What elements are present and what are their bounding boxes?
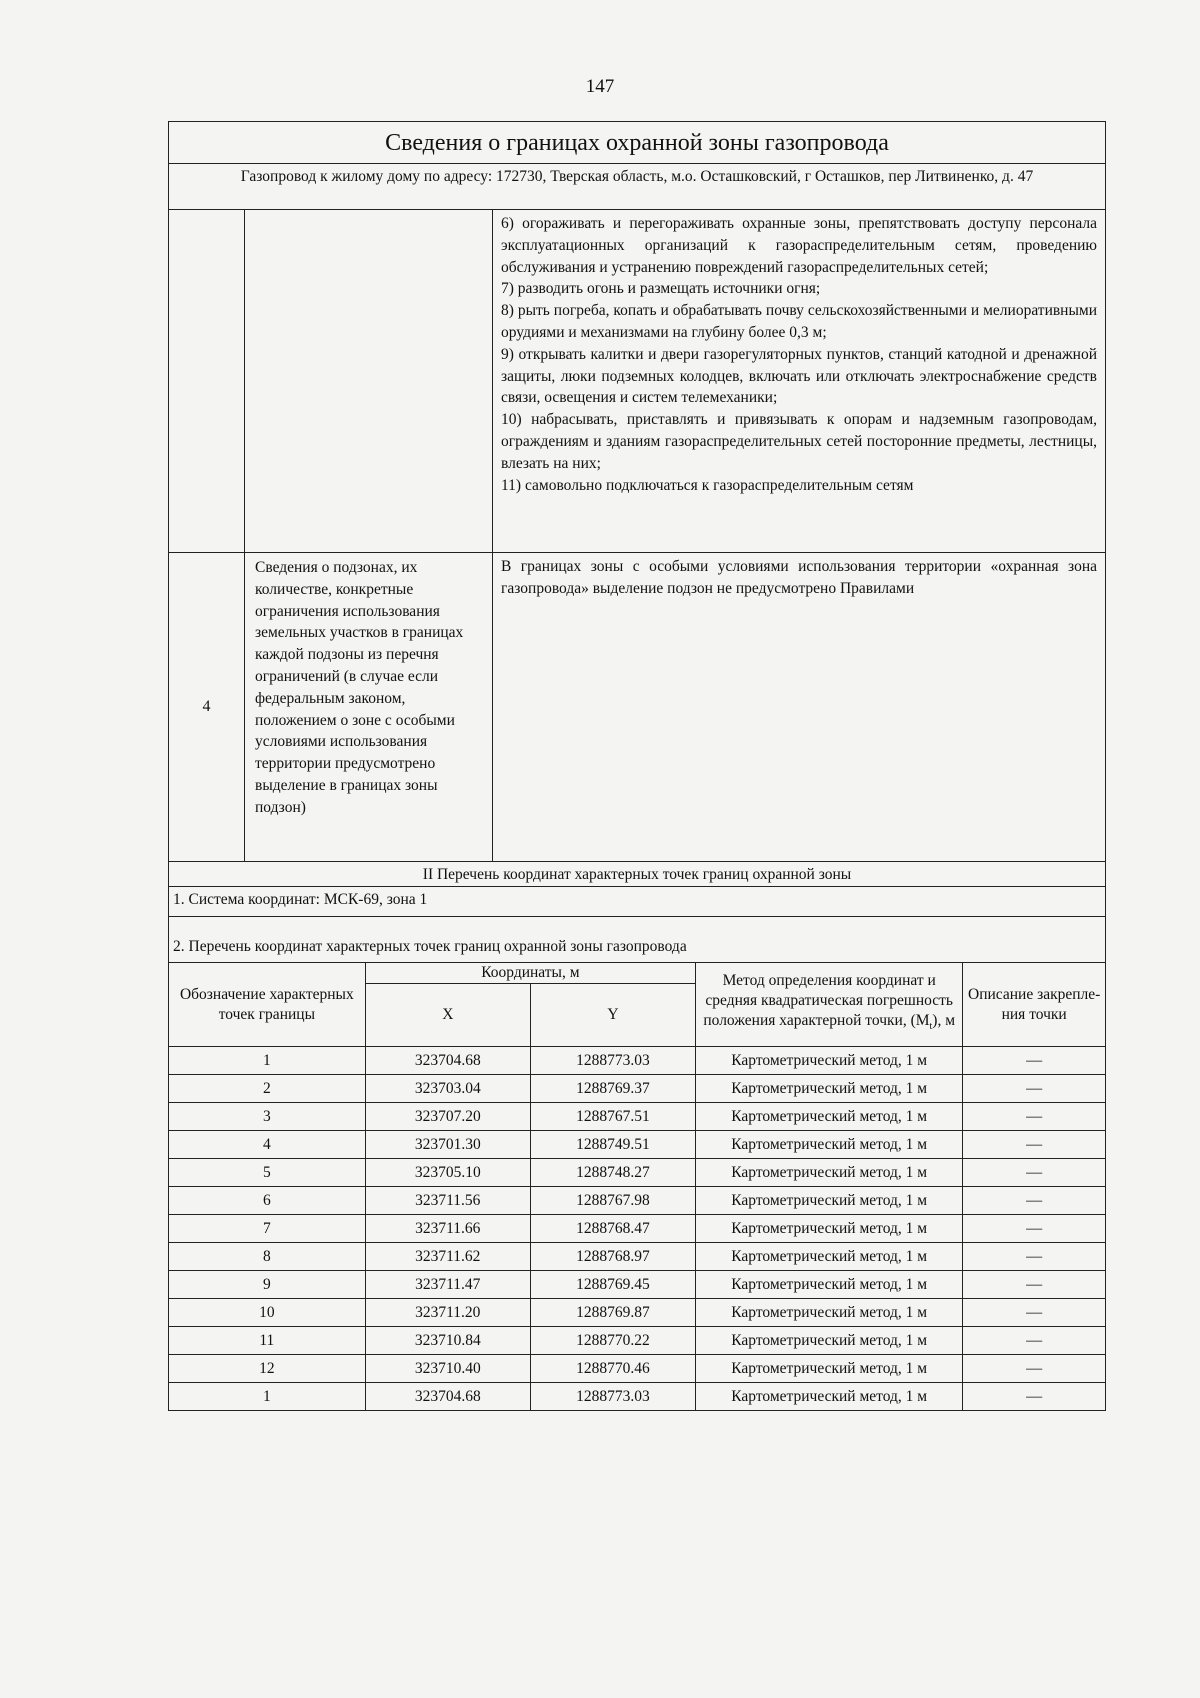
restriction-item: 7) разводить огонь и размещать источники огня; [501,280,821,298]
restriction-item: 6) огораживать и перегораживать охранные зоны, препятствовать доступу персонала эксплуатационных организаций к газораспределительным сетям, проведению обслуживания и устранению повреждений газораспределительных сетей; [501,215,1097,276]
cell-x: 323701.30 [365,1131,530,1159]
section-title: II Перечень координат характерных точек границ охранной зоны [169,862,1105,887]
cell-y: 1288767.98 [530,1187,695,1215]
restriction-item: 10) набрасывать, приставлять и привязывать к опорам и надземным газопроводам, ограждениям и зданиям газораспределительных сетей посторонние предметы, лестницы, влезать на них; [501,411,1097,472]
table-row [169,1215,1105,1243]
cell-x: 323707.20 [365,1103,530,1131]
cell-x: 323705.10 [365,1159,530,1187]
header-y: Y [530,984,695,1047]
document-title: Сведения о границах охранной зоны газопровода [169,122,1105,164]
table-row [169,1187,1105,1215]
table-row [169,1299,1105,1327]
table-row [169,1243,1105,1271]
cell-y: 1288770.46 [530,1355,695,1383]
cell-y: 1288769.37 [530,1075,695,1103]
cell-x: 323710.84 [365,1327,530,1355]
cell-method: Картометрический метод, 1 м [696,1159,963,1187]
cell-description: — [963,1075,1105,1103]
table-row [169,1271,1105,1299]
cell-method: Картометрический метод, 1 м [696,1271,963,1299]
header-x: X [365,984,530,1047]
restriction-item: 11) самовольно подключаться к газораспределительным сетям [501,476,914,494]
cell-y: 1288768.47 [530,1215,695,1243]
cell-point: 11 [169,1327,365,1355]
cell-method: Картометрический метод, 1 м [696,1215,963,1243]
table-row [169,1327,1105,1355]
table-row [169,1159,1105,1187]
cell-point: 1 [169,1047,365,1075]
document-table [168,121,1106,1411]
cell-x: 323703.04 [365,1075,530,1103]
cell-y: 1288769.45 [530,1271,695,1299]
cell-point: 5 [169,1159,365,1187]
header-description: Описание закрепле-ния точки [963,963,1105,1047]
cell-method: Картометрический метод, 1 м [696,1327,963,1355]
table-row [169,1355,1105,1383]
coordinates-table-wrap [169,963,1105,1410]
table-row [169,1103,1105,1131]
cell-y: 1288773.03 [530,1383,695,1411]
row-number [169,210,245,552]
cell-x: 323704.68 [365,1383,530,1411]
cell-description: — [963,1355,1105,1383]
cell-description: — [963,1243,1105,1271]
cell-point: 9 [169,1271,365,1299]
cell-point: 3 [169,1103,365,1131]
cell-point: 10 [169,1299,365,1327]
table-row [169,1383,1105,1411]
cell-point: 8 [169,1243,365,1271]
cell-x: 323711.62 [365,1243,530,1271]
cell-description: — [963,1215,1105,1243]
coordinates-table [169,963,1105,1410]
cell-point: 4 [169,1131,365,1159]
cell-description: — [963,1159,1105,1187]
cell-description: — [963,1299,1105,1327]
cell-method: Картометрический метод, 1 м [696,1075,963,1103]
header-point: Обозначение характерных точек границы [169,963,365,1047]
cell-y: 1288748.27 [530,1159,695,1187]
cell-point: 12 [169,1355,365,1383]
cell-x: 323711.66 [365,1215,530,1243]
cell-x: 323710.40 [365,1355,530,1383]
cell-method: Картометрический метод, 1 м [696,1299,963,1327]
row-name [245,210,493,552]
cell-method: Картометрический метод, 1 м [696,1383,963,1411]
cell-description: — [963,1103,1105,1131]
cell-method: Картометрический метод, 1 м [696,1243,963,1271]
cell-description: — [963,1383,1105,1411]
cell-y: 1288768.97 [530,1243,695,1271]
restrictions-text [493,210,1105,552]
document-subtitle: Газопровод к жилому дому по адресу: 172730, Тверская область, м.о. Осташковский, г Осташков, пер Литвиненко, д. 47 [169,164,1105,210]
cell-y: 1288770.22 [530,1327,695,1355]
cell-x: 323711.20 [365,1299,530,1327]
cell-description: — [963,1187,1105,1215]
table-row [169,1075,1105,1103]
header-coords: Координаты, м [365,963,695,984]
cell-method: Картометрический метод, 1 м [696,1103,963,1131]
restriction-item: 8) рыть погреба, копать и обрабатывать почву сельскохозяйственными и мелиоративными орудиями и механизмами на глубину более 0,3 м; [501,302,1097,341]
restriction-item: 9) открывать калитки и двери газорегуляторных пунктов, станций катодной и дренажной защиты, люки подземных колодцев, включать или отключать электроснабжение средств связи, освещения и систем телемеханики; [501,345,1097,407]
subzones-row [169,553,1105,862]
cell-y: 1288773.03 [530,1047,695,1075]
cell-method: Картометрический метод, 1 м [696,1187,963,1215]
cell-x: 323711.56 [365,1187,530,1215]
row-number: 4 [169,553,245,861]
cell-description: — [963,1327,1105,1355]
subzones-text: В границах зоны с особыми условиями использования территории «охранная зона газопровода» выделение подзон не предусмотрено Правилами [501,558,1097,597]
cell-y: 1288767.51 [530,1103,695,1131]
header-method: Метод определения координат и средняя квадратическая погрешность положения характерной точки, $(M_t)$, м [696,963,963,1047]
cell-point: 6 [169,1187,365,1215]
cell-method: Картометрический метод, 1 м [696,1131,963,1159]
cell-description: — [963,1131,1105,1159]
table-row [169,1131,1105,1159]
table-row [169,1047,1105,1075]
cell-y: 1288769.87 [530,1299,695,1327]
cell-point: 2 [169,1075,365,1103]
cell-description: — [963,1271,1105,1299]
coordinate-system: 1. Система координат: МСК-69, зона 1 [169,887,1105,917]
cell-x: 323704.68 [365,1047,530,1075]
cell-method: Картометрический метод, 1 м [696,1355,963,1383]
restrictions-row [169,210,1105,553]
coordinate-list-title: 2. Перечень координат характерных точек границ охранной зоны газопровода [169,917,1105,963]
row-name: Сведения о подзонах, их количестве, конкретные ограничения использования земельных участков в границах каждой подзоны из перечня ограничений (в случае если федеральным законом, положением о зоне с особыми условиями использования территории предусмотрено выделение в границах зоны подзон) [245,553,493,861]
cell-point: 1 [169,1383,365,1411]
page-number: 147 [585,76,615,97]
cell-method: Картометрический метод, 1 м [696,1047,963,1075]
cell-description: — [963,1047,1105,1075]
cell-y: 1288749.51 [530,1131,695,1159]
cell-x: 323711.47 [365,1271,530,1299]
cell-point: 7 [169,1215,365,1243]
